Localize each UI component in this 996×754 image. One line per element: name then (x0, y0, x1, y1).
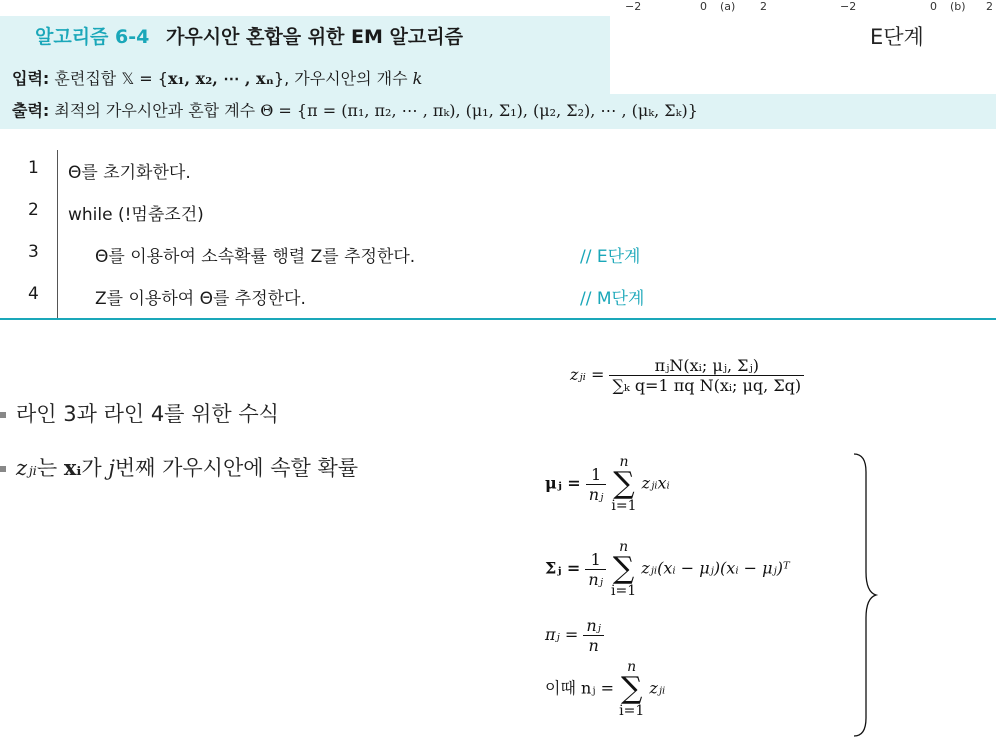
line-number: 4 (28, 284, 39, 304)
formula-rhs: zⱼᵢxᵢ (641, 473, 670, 493)
formula-rhs: zⱼᵢ (649, 678, 666, 698)
input-text-a: 훈련집합 𝕏 = { (54, 69, 168, 88)
output-text: 최적의 가우시안과 혼합 계수 Θ = {π = (π₁, π₂, ⋯ , πₖ), (μ₁, Σ₁), (μ₂, Σ₂), ⋯ , (μₖ, Σₖ)} (54, 101, 698, 120)
formula-lhs: μⱼ = (545, 473, 581, 493)
sum-top: n (627, 659, 637, 675)
sum-top: n (619, 454, 629, 470)
output-label: 출력: (12, 101, 50, 120)
sum-symbol: ∑ (612, 551, 635, 586)
denominator: ∑ₖ q=1 πq N(xᵢ; μq, Σq) (612, 376, 802, 395)
math-x: xᵢ (63, 455, 82, 480)
numerator: πⱼN(xᵢ; μⱼ, Σⱼ) (609, 356, 804, 376)
sum-top: n (619, 539, 629, 555)
numerator: 1 (585, 550, 606, 570)
denominator: nⱼ (588, 484, 604, 504)
line-number: 2 (28, 200, 39, 220)
top-axis-fragment (600, 0, 996, 16)
fraction (586, 465, 607, 504)
bullet-text: 는 (36, 456, 64, 480)
code-text: Θ를 이용하여 소속확률 행렬 Z를 추정한다. (95, 247, 416, 267)
math-z: zⱼᵢ (16, 456, 37, 480)
bullet-text: 라인 3과 라인 4를 위한 수식 (16, 402, 279, 426)
estep-label-top: E단계 (870, 25, 924, 49)
line-number: 3 (28, 242, 39, 262)
axis-tick-label: 0 (700, 0, 707, 13)
formula-n (545, 660, 665, 718)
algorithm-box (0, 16, 996, 129)
sum-symbol: ∑ (613, 466, 635, 501)
formula-sigma (545, 540, 790, 598)
denominator: n (588, 636, 599, 655)
input-k: k (412, 69, 423, 88)
fraction (585, 550, 606, 589)
sum-bottom: i=1 (619, 703, 645, 719)
numerator: nⱼ (583, 616, 604, 636)
input-label: 입력: (12, 69, 50, 88)
axis-tick-label: 2 (986, 0, 993, 13)
sum-bottom: i=1 (611, 498, 637, 514)
input-math: x₁, x₂, ⋯ , xₙ (167, 69, 274, 88)
right-brace-icon (850, 452, 880, 738)
summation (619, 660, 644, 718)
code-text: while (!멈춤조건) (68, 205, 204, 225)
formula-mu (545, 455, 670, 513)
axis-tick-label: −2 (840, 0, 857, 13)
fraction (609, 356, 804, 395)
bullet-text: 가 (81, 456, 109, 480)
bullet-line-prob (0, 452, 358, 482)
axis-tick-label: 0 (930, 0, 937, 13)
formula-lhs: zⱼᵢ = (570, 365, 605, 384)
algorithm-number: 알고리즘 6-4 (35, 26, 150, 48)
section-divider (0, 318, 996, 320)
code-comment: // E단계 (580, 247, 641, 267)
input-text-b: }, 가우시안의 개수 (273, 69, 413, 88)
denominator: nⱼ (588, 569, 603, 589)
output-line (12, 98, 698, 121)
sum-bottom: i=1 (611, 583, 637, 599)
code-text: Z를 이용하여 Θ를 추정한다. (95, 289, 306, 309)
code-comment: // M단계 (580, 289, 645, 309)
summation (611, 455, 636, 513)
formula-lhs: Σⱼ = (545, 558, 581, 578)
numerator: 1 (586, 465, 607, 485)
input-line (12, 66, 422, 89)
axis-tick-label: 2 (760, 0, 767, 13)
formula-lhs: πⱼ = (545, 625, 579, 644)
code-divider (57, 150, 58, 318)
formula-pi (545, 616, 604, 655)
line-number: 1 (28, 158, 39, 178)
fraction (583, 616, 604, 655)
formula-rhs: zⱼᵢ(xᵢ − μⱼ)(xᵢ − μⱼ)ᵀ (641, 558, 790, 578)
axis-tick-label: −2 (625, 0, 642, 13)
math-j: j (108, 456, 115, 480)
bullet-icon (0, 466, 6, 472)
algorithm-name: 가우시안 혼합을 위한 EM 알고리즘 (165, 26, 463, 48)
bullet-icon (0, 412, 6, 418)
formula-lhs: 이때 nⱼ = (545, 678, 615, 698)
code-text: Θ를 초기화한다. (68, 163, 191, 183)
axis-tick-label: (a) (720, 0, 736, 13)
algorithm-title (35, 22, 463, 49)
bullet-text: 번째 가우시안에 속할 확률 (114, 456, 359, 480)
sum-symbol: ∑ (620, 671, 643, 706)
bullet-line-formulas (0, 398, 279, 428)
summation (611, 540, 636, 598)
formula-z (570, 356, 804, 395)
axis-tick-label: (b) (950, 0, 966, 13)
